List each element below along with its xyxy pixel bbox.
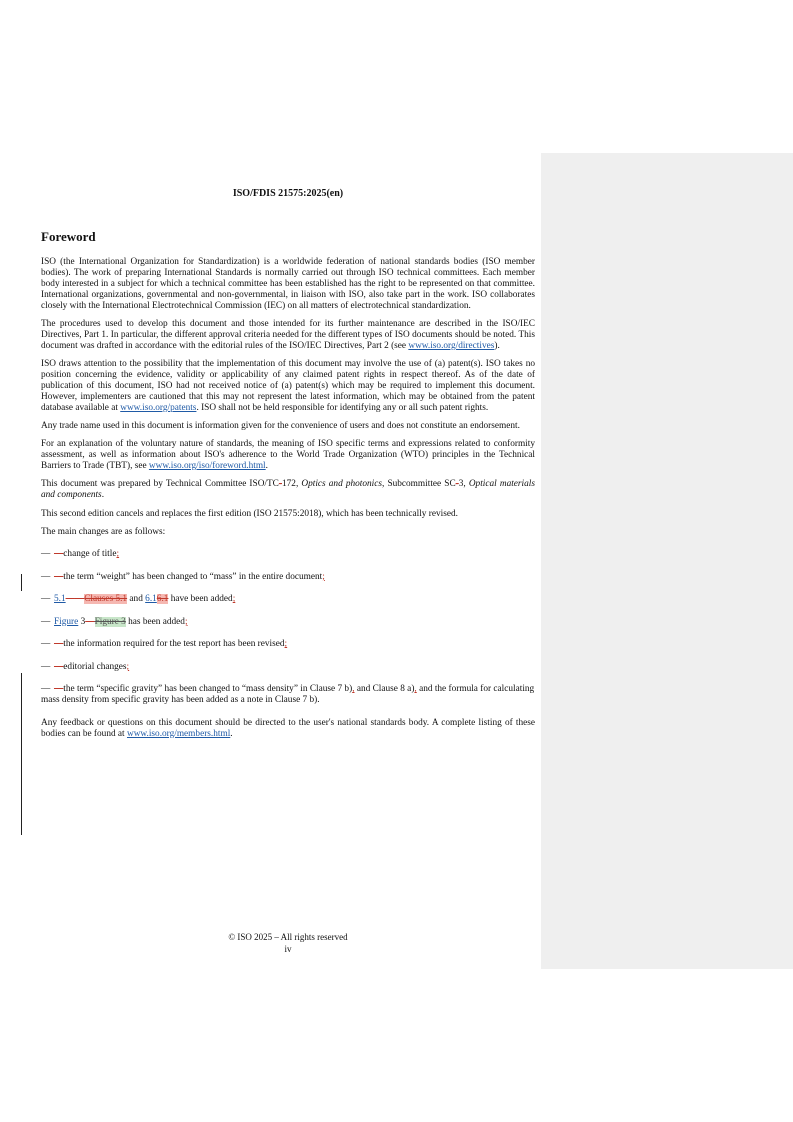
text: 3, bbox=[458, 479, 469, 490]
paragraph-trade-name: Any trade name used in this document is information given for the convenience of users and does not constitute an endorsement. bbox=[41, 420, 520, 431]
text: 3 bbox=[78, 616, 86, 627]
change-bar bbox=[21, 673, 22, 835]
deleted-text: — bbox=[54, 684, 64, 695]
page-number: iv bbox=[284, 944, 292, 954]
list-item bbox=[41, 684, 535, 706]
text: . bbox=[265, 461, 268, 472]
inserted-text: ; bbox=[184, 616, 188, 627]
inserted-text: , bbox=[414, 684, 417, 695]
list-item bbox=[41, 617, 535, 628]
clause-link[interactable]: 6.1 bbox=[145, 594, 157, 605]
deleted-text: Figure 3 bbox=[94, 616, 126, 627]
paragraph-feedback bbox=[41, 718, 535, 740]
section-heading: Foreword bbox=[41, 229, 96, 244]
page-footer bbox=[41, 931, 535, 955]
text: editorial changes bbox=[63, 661, 127, 672]
paragraph-procedures bbox=[41, 319, 535, 352]
text: The procedures used to develop this document and those intended for its further maintenance are described in the ISO/IEC Directives, Part 1. In particular, the different approval criteria needed for the different types of ISO documents should be noted. This document was drafted in accordance with the editorial rules of the ISO/IEC Directives, Part 2 (see bbox=[41, 318, 535, 351]
text: , Subcommittee SC bbox=[382, 479, 456, 490]
paragraph-main-changes: The main changes are as follows: bbox=[41, 526, 166, 537]
deleted-text: — bbox=[65, 594, 75, 605]
inserted-text: ; bbox=[284, 639, 288, 650]
text: This document was prepared by Technical Committee ISO/TC bbox=[41, 479, 279, 490]
list-dash: — bbox=[41, 616, 51, 627]
text: For an explanation of the voluntary nature of standards, the meaning of ISO specific terms and expressions related to conformity assessment, as well as information about ISO's adherence to the World Trade Organization (WTO) principles in the Technical Barriers to Trade (TBT), see bbox=[41, 439, 535, 472]
deleted-text: — bbox=[54, 571, 64, 582]
text: . ISO shall not be held responsible for identifying any or all such patent rights. bbox=[196, 402, 489, 413]
deleted-text: — bbox=[85, 616, 95, 627]
inserted-text: ; bbox=[116, 549, 120, 560]
list-dash: — bbox=[41, 661, 51, 672]
foreword-body bbox=[41, 257, 535, 747]
deleted-text: — bbox=[54, 639, 64, 650]
list-item bbox=[41, 594, 535, 605]
text: the information required for the test report has been revised bbox=[63, 639, 285, 650]
list-dash: — bbox=[41, 684, 51, 695]
list-dash: — bbox=[41, 571, 51, 582]
text: 172, bbox=[282, 479, 302, 490]
deleted-text: - bbox=[455, 479, 459, 490]
subcommittee-name: Optical materials and components bbox=[41, 479, 535, 501]
paragraph-patents bbox=[41, 359, 535, 414]
text: ). bbox=[494, 340, 500, 351]
list-dash: — bbox=[41, 594, 51, 605]
figure-link[interactable]: Figure bbox=[54, 616, 79, 627]
paragraph-prepared-by bbox=[41, 479, 535, 501]
patents-link[interactable]: www.iso.org/patents bbox=[120, 402, 197, 413]
directives-link[interactable]: www.iso.org/directives bbox=[408, 340, 495, 351]
deleted-text: — bbox=[74, 594, 85, 605]
deleted-text: - bbox=[278, 479, 282, 490]
text: and the formula for calculating mass density from specific gravity has been added as a note in Clause 7 b). bbox=[41, 684, 535, 706]
deleted-text: — bbox=[54, 549, 64, 560]
text: and Clause 8 a) bbox=[354, 684, 415, 695]
text: have been added bbox=[168, 594, 233, 605]
inserted-text: ; bbox=[322, 571, 325, 582]
text: has been added bbox=[125, 616, 185, 627]
document-id: ISO/FDIS 21575:2025(en) bbox=[232, 188, 344, 199]
clause-link[interactable]: 5.1 bbox=[54, 594, 66, 605]
text: change of title bbox=[63, 549, 117, 560]
copyright-notice: © ISO 2025 – All rights reserved bbox=[228, 932, 348, 942]
paragraph-edition: This second edition cancels and replaces the first edition (ISO 21575:2018), which has been technically revised. bbox=[41, 508, 458, 519]
committee-name: Optics and photonics bbox=[301, 479, 382, 490]
members-link[interactable]: www.iso.org/members.html bbox=[126, 728, 231, 739]
list-item bbox=[41, 549, 535, 560]
text: and bbox=[127, 594, 146, 605]
deleted-text: 6.1 bbox=[156, 594, 169, 605]
list-item bbox=[41, 639, 535, 650]
change-bar bbox=[21, 574, 22, 591]
deleted-text: Clauses 5.1 bbox=[84, 594, 128, 605]
comment-pane bbox=[541, 153, 793, 969]
paragraph-voluntary bbox=[41, 439, 535, 472]
inserted-text: ; bbox=[232, 594, 236, 605]
list-item bbox=[41, 572, 535, 583]
foreword-link[interactable]: www.iso.org/iso/foreword.html bbox=[148, 461, 266, 472]
text: Any feedback or questions on this document should be directed to the user's national standards body. A complete listing of these bodies can be found at bbox=[41, 717, 535, 739]
list-dash: — bbox=[41, 639, 51, 650]
text: . bbox=[101, 490, 105, 501]
paragraph-iso-intro: ISO (the International Organization for Standardization) is a worldwide federation of national standards bodies (ISO member bodies). The work of preparing International Standards is normally carried out through ISO technical committees. Each member body interested in a subject for which a technical committee has been established has the right to be represented on that committee. International organizations, governmental and non-governmental, in liaison with ISO, also take part in the work. ISO collaborates closely with the International Electrotechnical Commission (IEC) on all matters of electrotechnical standardization. bbox=[41, 257, 535, 311]
text: the term “specific gravity” has been changed to “mass density” in Clause 7 b) bbox=[63, 684, 353, 695]
list-item bbox=[41, 662, 535, 673]
text: ISO draws attention to the possibility that the implementation of this document may involve the use of (a) patent(s). ISO takes no position concerning the evidence, validity or applicability of any claimed patent rights in respect thereof. As of the date of publication of this document, ISO had not received notice of (a) patent(s) which may be required to implement this document. However, implementers are cautioned that this may not represent the latest information, which may be obtained from the patent database available at bbox=[41, 359, 535, 413]
list-dash: — bbox=[41, 549, 51, 560]
deleted-text: — bbox=[54, 661, 64, 672]
inserted-text: ; bbox=[126, 661, 130, 672]
text: . bbox=[230, 728, 233, 739]
inserted-text: , bbox=[352, 684, 355, 695]
text: the term “weight” has been changed to “mass” in the entire document bbox=[63, 571, 323, 582]
